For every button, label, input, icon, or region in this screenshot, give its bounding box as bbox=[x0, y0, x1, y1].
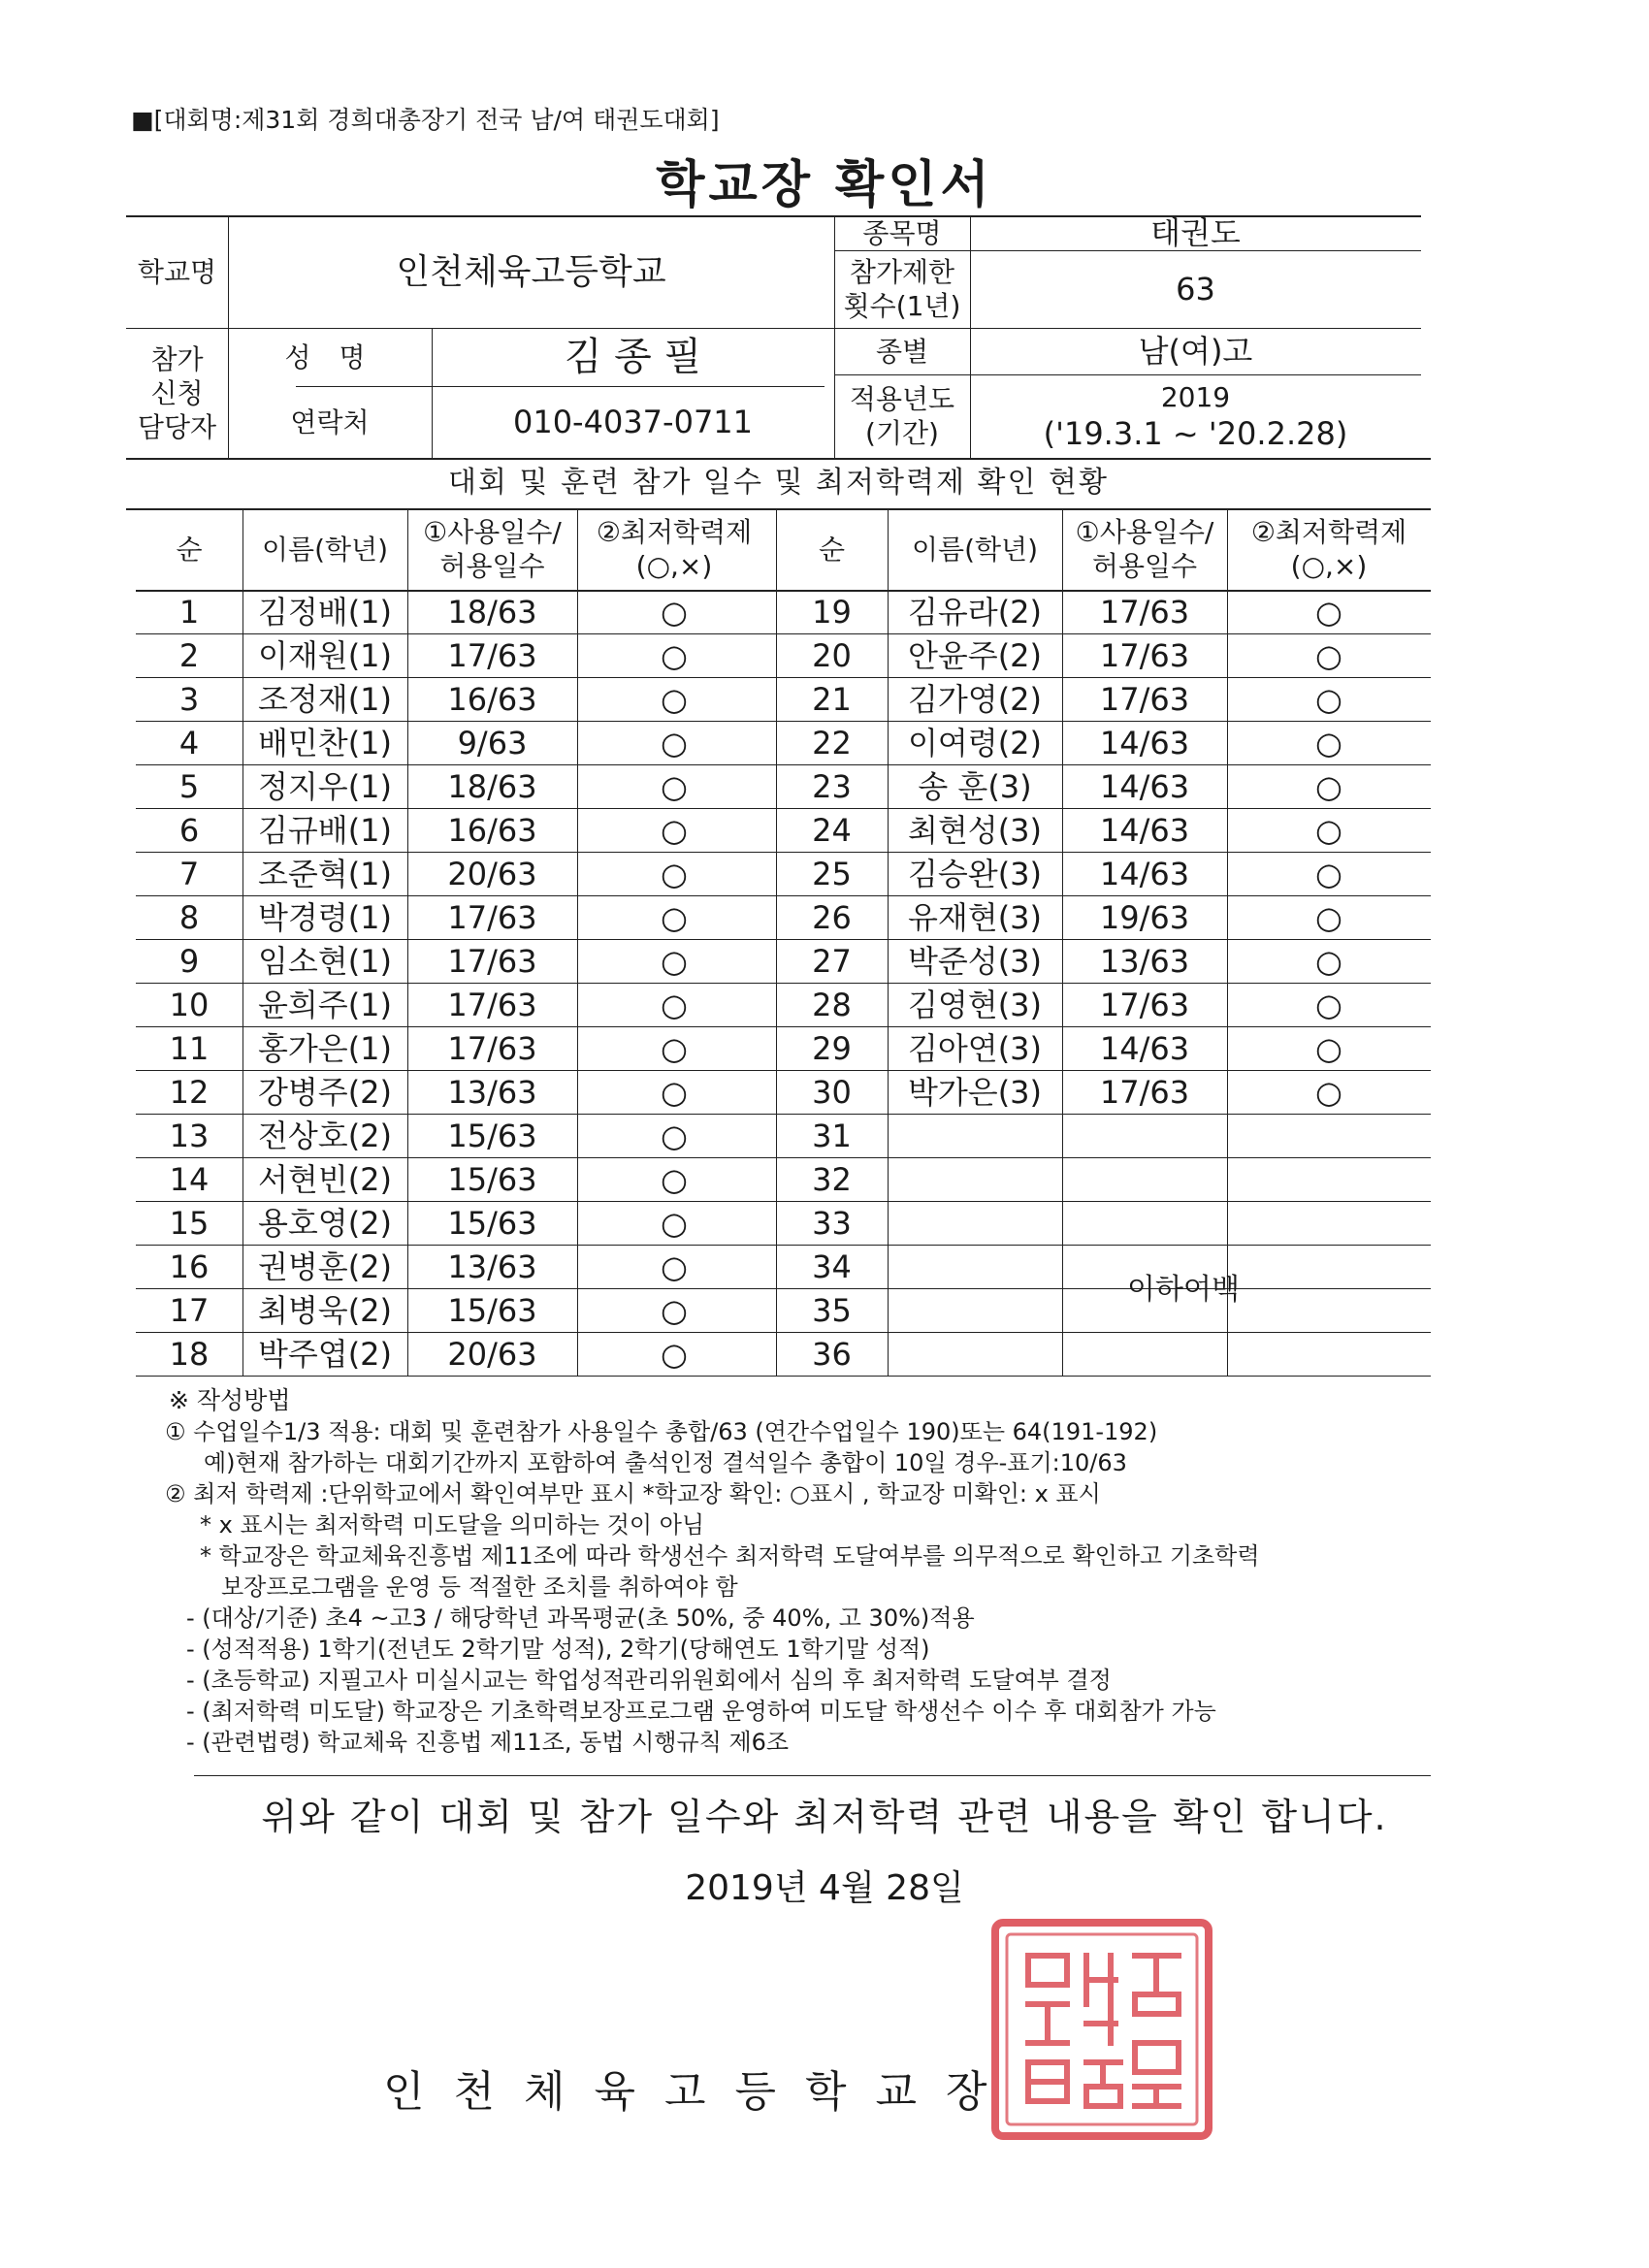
school-seal-stamp bbox=[989, 1917, 1214, 2142]
year-label-line-2: (기간) bbox=[865, 417, 939, 449]
left-row-no: 9 bbox=[178, 942, 200, 980]
row-rule bbox=[136, 1376, 1431, 1377]
left-col-name: 이름(학년) bbox=[261, 533, 389, 566]
writing-guide bbox=[165, 1385, 1445, 1758]
left-row-name: 김규배(1) bbox=[257, 811, 393, 849]
school-name: 인천체육고등학교 bbox=[396, 251, 666, 292]
left-row-days: 9/63 bbox=[457, 724, 528, 761]
right-col-no: 순 bbox=[818, 533, 846, 566]
right-row-days bbox=[1062, 1157, 1227, 1201]
left-row-no: 16 bbox=[169, 1247, 210, 1285]
right-row-name: 이여령(2) bbox=[907, 724, 1043, 761]
left-row-mark: ○ bbox=[661, 811, 688, 849]
contact-label: 연락처 bbox=[290, 405, 370, 438]
right-row-no: 19 bbox=[812, 593, 852, 631]
left-row-name: 홍가은(1) bbox=[257, 1029, 393, 1067]
right-row-no: 33 bbox=[812, 1204, 852, 1242]
right-col-name: 이름(학년) bbox=[911, 533, 1039, 566]
guide-line: * x 표시는 최저학력 미도달을 의미하는 것이 아님 bbox=[200, 1511, 705, 1539]
left-row-name: 김정배(1) bbox=[257, 593, 393, 631]
left-row-name: 용호영(2) bbox=[257, 1204, 393, 1242]
status-title: 대회 및 훈련 참가 일수 및 최저학력제 확인 현황 bbox=[448, 466, 1109, 501]
right-row-name: 박가은(3) bbox=[907, 1073, 1043, 1111]
left-row-no: 3 bbox=[178, 680, 200, 718]
right-row-no: 30 bbox=[812, 1073, 852, 1111]
right-row-days bbox=[1062, 1332, 1227, 1376]
right-row-mark: ○ bbox=[1315, 636, 1342, 674]
right-col-min-line-1: ②최저학력제 bbox=[1250, 516, 1407, 548]
left-row-name: 배민찬(1) bbox=[257, 724, 393, 761]
limit-label-line-2: 횟수(1년) bbox=[843, 290, 961, 322]
left-row-name: 서현빈(2) bbox=[257, 1160, 393, 1198]
right-row-name bbox=[888, 1114, 1062, 1157]
left-row-no: 11 bbox=[169, 1029, 210, 1067]
right-row-name bbox=[888, 1157, 1062, 1201]
right-row-mark bbox=[1227, 1332, 1431, 1376]
left-row-name: 정지우(1) bbox=[257, 767, 393, 805]
right-row-days bbox=[1062, 1114, 1227, 1157]
right-row-mark: ○ bbox=[1315, 1073, 1342, 1111]
year-value-line-2: ('19.3.1 ~ '20.2.28) bbox=[1043, 414, 1348, 452]
right-row-no: 25 bbox=[812, 855, 852, 892]
limit-value: 63 bbox=[1176, 271, 1215, 308]
left-row-no: 2 bbox=[178, 636, 200, 674]
left-row-days: 17/63 bbox=[447, 942, 537, 980]
right-row-mark: ○ bbox=[1315, 767, 1342, 805]
left-row-name: 박경령(1) bbox=[257, 898, 393, 936]
right-row-no: 20 bbox=[812, 636, 852, 674]
left-row-name: 이재원(1) bbox=[257, 636, 393, 674]
left-row-days: 18/63 bbox=[447, 767, 537, 805]
right-row-name bbox=[888, 1288, 1062, 1332]
principal-signature: 인천체육고등학교장 bbox=[383, 2067, 1017, 2117]
left-row-no: 14 bbox=[169, 1160, 210, 1198]
left-row-name: 윤희주(1) bbox=[257, 986, 393, 1023]
left-row-days: 18/63 bbox=[447, 593, 537, 631]
right-row-no: 26 bbox=[812, 898, 852, 936]
right-row-name: 김아연(3) bbox=[907, 1029, 1043, 1067]
right-row-days: 17/63 bbox=[1099, 593, 1190, 631]
right-row-name: 김가영(2) bbox=[907, 680, 1043, 718]
right-row-mark bbox=[1227, 1157, 1431, 1201]
left-row-days: 20/63 bbox=[447, 1335, 537, 1373]
right-row-mark bbox=[1227, 1114, 1431, 1157]
left-row-mark: ○ bbox=[661, 1073, 688, 1111]
right-row-mark: ○ bbox=[1315, 811, 1342, 849]
left-row-no: 4 bbox=[178, 724, 200, 761]
guide-line: - (초등학교) 지필고사 미실시교는 학업성적관리위원회에서 심의 후 최저학력 도달여부 결정 bbox=[186, 1667, 1112, 1694]
right-row-name: 김유라(2) bbox=[907, 593, 1043, 631]
left-row-days: 15/63 bbox=[447, 1160, 537, 1198]
left-row-mark: ○ bbox=[661, 1029, 688, 1067]
right-row-days: 17/63 bbox=[1099, 986, 1190, 1023]
right-row-no: 29 bbox=[812, 1029, 852, 1067]
right-row-name bbox=[888, 1332, 1062, 1376]
confirmation-text: 위와 같이 대회 및 참가 일수와 최저학력 관련 내용을 확인 합니다. bbox=[261, 1796, 1388, 1838]
left-row-mark: ○ bbox=[661, 1160, 688, 1198]
left-col-days-line-1: ①사용일수/ bbox=[423, 516, 562, 548]
right-row-mark: ○ bbox=[1315, 680, 1342, 718]
right-row-days: 17/63 bbox=[1099, 1073, 1190, 1111]
right-row-days bbox=[1062, 1201, 1227, 1245]
left-row-name: 임소현(1) bbox=[257, 942, 393, 980]
guide-line: - (성적적용) 1학기(전년도 2학기말 성적), 2학기(당해연도 1학기말 성적) bbox=[186, 1636, 930, 1663]
manager-label-line-2: 신청 bbox=[150, 376, 204, 409]
left-row-no: 1 bbox=[178, 593, 200, 631]
blank-note: 이하여백 bbox=[1127, 1273, 1240, 1308]
right-row-days: 14/63 bbox=[1099, 767, 1190, 805]
name-label: 성 명 bbox=[284, 340, 375, 373]
left-row-name: 조정재(1) bbox=[257, 680, 393, 718]
left-row-mark: ○ bbox=[661, 1204, 688, 1242]
left-row-no: 8 bbox=[178, 898, 200, 936]
right-row-no: 35 bbox=[812, 1291, 852, 1329]
right-row-no: 28 bbox=[812, 986, 852, 1023]
left-row-days: 17/63 bbox=[447, 636, 537, 674]
document-title: 학교장 확인서 bbox=[656, 156, 993, 214]
left-row-days: 13/63 bbox=[447, 1247, 537, 1285]
right-row-no: 21 bbox=[812, 680, 852, 718]
right-row-no: 24 bbox=[812, 811, 852, 849]
left-row-name: 권병훈(2) bbox=[257, 1247, 393, 1285]
year-label-line-1: 적용년도 bbox=[849, 383, 955, 415]
right-row-name bbox=[888, 1201, 1062, 1245]
right-row-mark: ○ bbox=[1315, 724, 1342, 761]
left-row-no: 7 bbox=[178, 855, 200, 892]
left-row-mark: ○ bbox=[661, 898, 688, 936]
left-row-days: 15/63 bbox=[447, 1204, 537, 1242]
issue-date: 2019년 4월 28일 bbox=[685, 1868, 964, 1908]
right-row-no: 32 bbox=[812, 1160, 852, 1198]
right-row-days: 14/63 bbox=[1099, 724, 1190, 761]
manager-label-line-1: 참가 bbox=[150, 342, 204, 375]
contest-name: ■[대회명:제31회 경희대총장기 전국 남/여 태권도대회] bbox=[131, 106, 720, 134]
left-row-name: 조준혁(1) bbox=[257, 855, 393, 892]
right-row-name: 김승완(3) bbox=[907, 855, 1043, 892]
right-row-days: 13/63 bbox=[1099, 942, 1190, 980]
guide-heading: ※ 작성방법 bbox=[169, 1386, 291, 1414]
left-col-min-line-2: (○,×) bbox=[635, 550, 713, 582]
left-row-mark: ○ bbox=[661, 855, 688, 892]
event-label: 종목명 bbox=[862, 216, 942, 249]
right-row-no: 27 bbox=[812, 942, 852, 980]
guide-line: 예)현재 참가하는 대회기간까지 포함하여 출석인정 결석일수 총합이 10일 경우-표기:10/63 bbox=[204, 1449, 1127, 1476]
left-row-no: 15 bbox=[169, 1204, 210, 1242]
left-row-mark: ○ bbox=[661, 680, 688, 718]
right-row-name: 김영현(3) bbox=[907, 986, 1043, 1023]
right-row-days: 14/63 bbox=[1099, 1029, 1190, 1067]
right-row-mark bbox=[1227, 1201, 1431, 1245]
right-row-no: 22 bbox=[812, 724, 852, 761]
right-col-min-line-2: (○,×) bbox=[1290, 550, 1368, 582]
right-row-days: 14/63 bbox=[1099, 855, 1190, 892]
right-row-mark: ○ bbox=[1315, 593, 1342, 631]
right-row-no: 31 bbox=[812, 1117, 852, 1154]
guide-line: ② 최저 학력제 :단위학교에서 확인여부만 표시 *학교장 확인: ○표시 , 학교장 미확인: x 표시 bbox=[165, 1480, 1101, 1507]
left-row-days: 16/63 bbox=[447, 811, 537, 849]
right-row-mark: ○ bbox=[1315, 1029, 1342, 1067]
category-label: 종별 bbox=[875, 335, 929, 368]
right-row-days: 17/63 bbox=[1099, 680, 1190, 718]
left-col-no: 순 bbox=[176, 533, 203, 566]
left-row-mark: ○ bbox=[661, 724, 688, 761]
left-row-no: 17 bbox=[169, 1291, 210, 1329]
notes-bottom-rule bbox=[194, 1775, 1431, 1776]
left-row-name: 박주엽(2) bbox=[257, 1335, 393, 1373]
left-row-no: 13 bbox=[169, 1117, 210, 1154]
left-row-mark: ○ bbox=[661, 767, 688, 805]
left-row-days: 17/63 bbox=[447, 898, 537, 936]
category-value: 남(여)고 bbox=[1138, 333, 1253, 370]
right-row-days: 17/63 bbox=[1099, 636, 1190, 674]
right-row-mark: ○ bbox=[1315, 942, 1342, 980]
right-row-no: 34 bbox=[812, 1247, 852, 1285]
right-row-days: 14/63 bbox=[1099, 811, 1190, 849]
right-row-mark: ○ bbox=[1315, 855, 1342, 892]
left-col-min-line-1: ②최저학력제 bbox=[596, 516, 753, 548]
left-row-mark: ○ bbox=[661, 1291, 688, 1329]
left-row-name: 강병주(2) bbox=[257, 1073, 393, 1111]
year-value-line-1: 2019 bbox=[1160, 380, 1231, 413]
guide-line: - (최저학력 미도달) 학교장은 기초학력보장프로그램 운영하여 미도달 학생선수 이수 후 대회참가 가능 bbox=[186, 1698, 1216, 1725]
right-row-no: 36 bbox=[812, 1335, 852, 1373]
name-value: 김 종 필 bbox=[564, 335, 702, 379]
left-row-no: 12 bbox=[169, 1073, 210, 1111]
left-row-name: 전상호(2) bbox=[257, 1117, 393, 1154]
left-row-mark: ○ bbox=[661, 942, 688, 980]
left-row-days: 17/63 bbox=[447, 986, 537, 1023]
event-value: 태권도 bbox=[1150, 214, 1241, 251]
right-row-days: 19/63 bbox=[1099, 898, 1190, 936]
left-row-mark: ○ bbox=[661, 1117, 688, 1154]
left-row-no: 10 bbox=[169, 986, 210, 1023]
left-col-days-line-2: 허용일수 bbox=[439, 550, 545, 582]
left-row-mark: ○ bbox=[661, 593, 688, 631]
guide-line: ① 수업일수1/3 적용: 대회 및 훈련참가 사용일수 총합/63 (연간수업일수 190)또는 64(191-192) bbox=[165, 1418, 1158, 1445]
right-row-name: 송 훈(3) bbox=[918, 767, 1032, 805]
limit-label-line-1: 참가제한 bbox=[849, 256, 955, 288]
left-row-days: 15/63 bbox=[447, 1291, 537, 1329]
left-row-mark: ○ bbox=[661, 986, 688, 1023]
right-row-name bbox=[888, 1245, 1062, 1288]
right-row-name: 유재현(3) bbox=[907, 898, 1043, 936]
left-row-no: 18 bbox=[169, 1335, 210, 1373]
left-row-no: 5 bbox=[178, 767, 200, 805]
right-col-days-line-1: ①사용일수/ bbox=[1075, 516, 1214, 548]
left-row-days: 13/63 bbox=[447, 1073, 537, 1111]
guide-line: 보장프로그램을 운영 등 적절한 조치를 취하여야 함 bbox=[221, 1573, 738, 1601]
left-row-days: 20/63 bbox=[447, 855, 537, 892]
guide-line: - (관련법령) 학교체육 진흥법 제11조, 동법 시행규칙 제6조 bbox=[186, 1729, 790, 1756]
left-row-mark: ○ bbox=[661, 636, 688, 674]
left-row-days: 17/63 bbox=[447, 1029, 537, 1067]
right-row-name: 박준성(3) bbox=[907, 942, 1043, 980]
right-row-name: 최현성(3) bbox=[907, 811, 1043, 849]
right-row-mark: ○ bbox=[1315, 898, 1342, 936]
left-row-name: 최병욱(2) bbox=[257, 1291, 393, 1329]
left-row-mark: ○ bbox=[661, 1247, 688, 1285]
left-row-days: 15/63 bbox=[447, 1117, 537, 1154]
left-row-no: 6 bbox=[178, 811, 200, 849]
right-row-name: 안윤주(2) bbox=[907, 636, 1043, 674]
left-row-mark: ○ bbox=[661, 1335, 688, 1373]
guide-line: * 학교장은 학교체육진흥법 제11조에 따라 학생선수 최저학력 도달여부를 의무적으로 확인하고 기초학력 bbox=[200, 1542, 1260, 1570]
left-row-days: 16/63 bbox=[447, 680, 537, 718]
guide-line: - (대상/기준) 초4 ~고3 / 해당학년 과목평균(초 50%, 중 40%, 고 30%)적용 bbox=[186, 1604, 975, 1632]
manager-label-line-3: 담당자 bbox=[137, 410, 217, 443]
right-row-no: 23 bbox=[812, 767, 852, 805]
school-label: 학교명 bbox=[137, 255, 217, 288]
contact-value: 010-4037-0711 bbox=[512, 404, 754, 440]
right-row-mark: ○ bbox=[1315, 986, 1342, 1023]
right-col-days-line-2: 허용일수 bbox=[1091, 550, 1198, 582]
